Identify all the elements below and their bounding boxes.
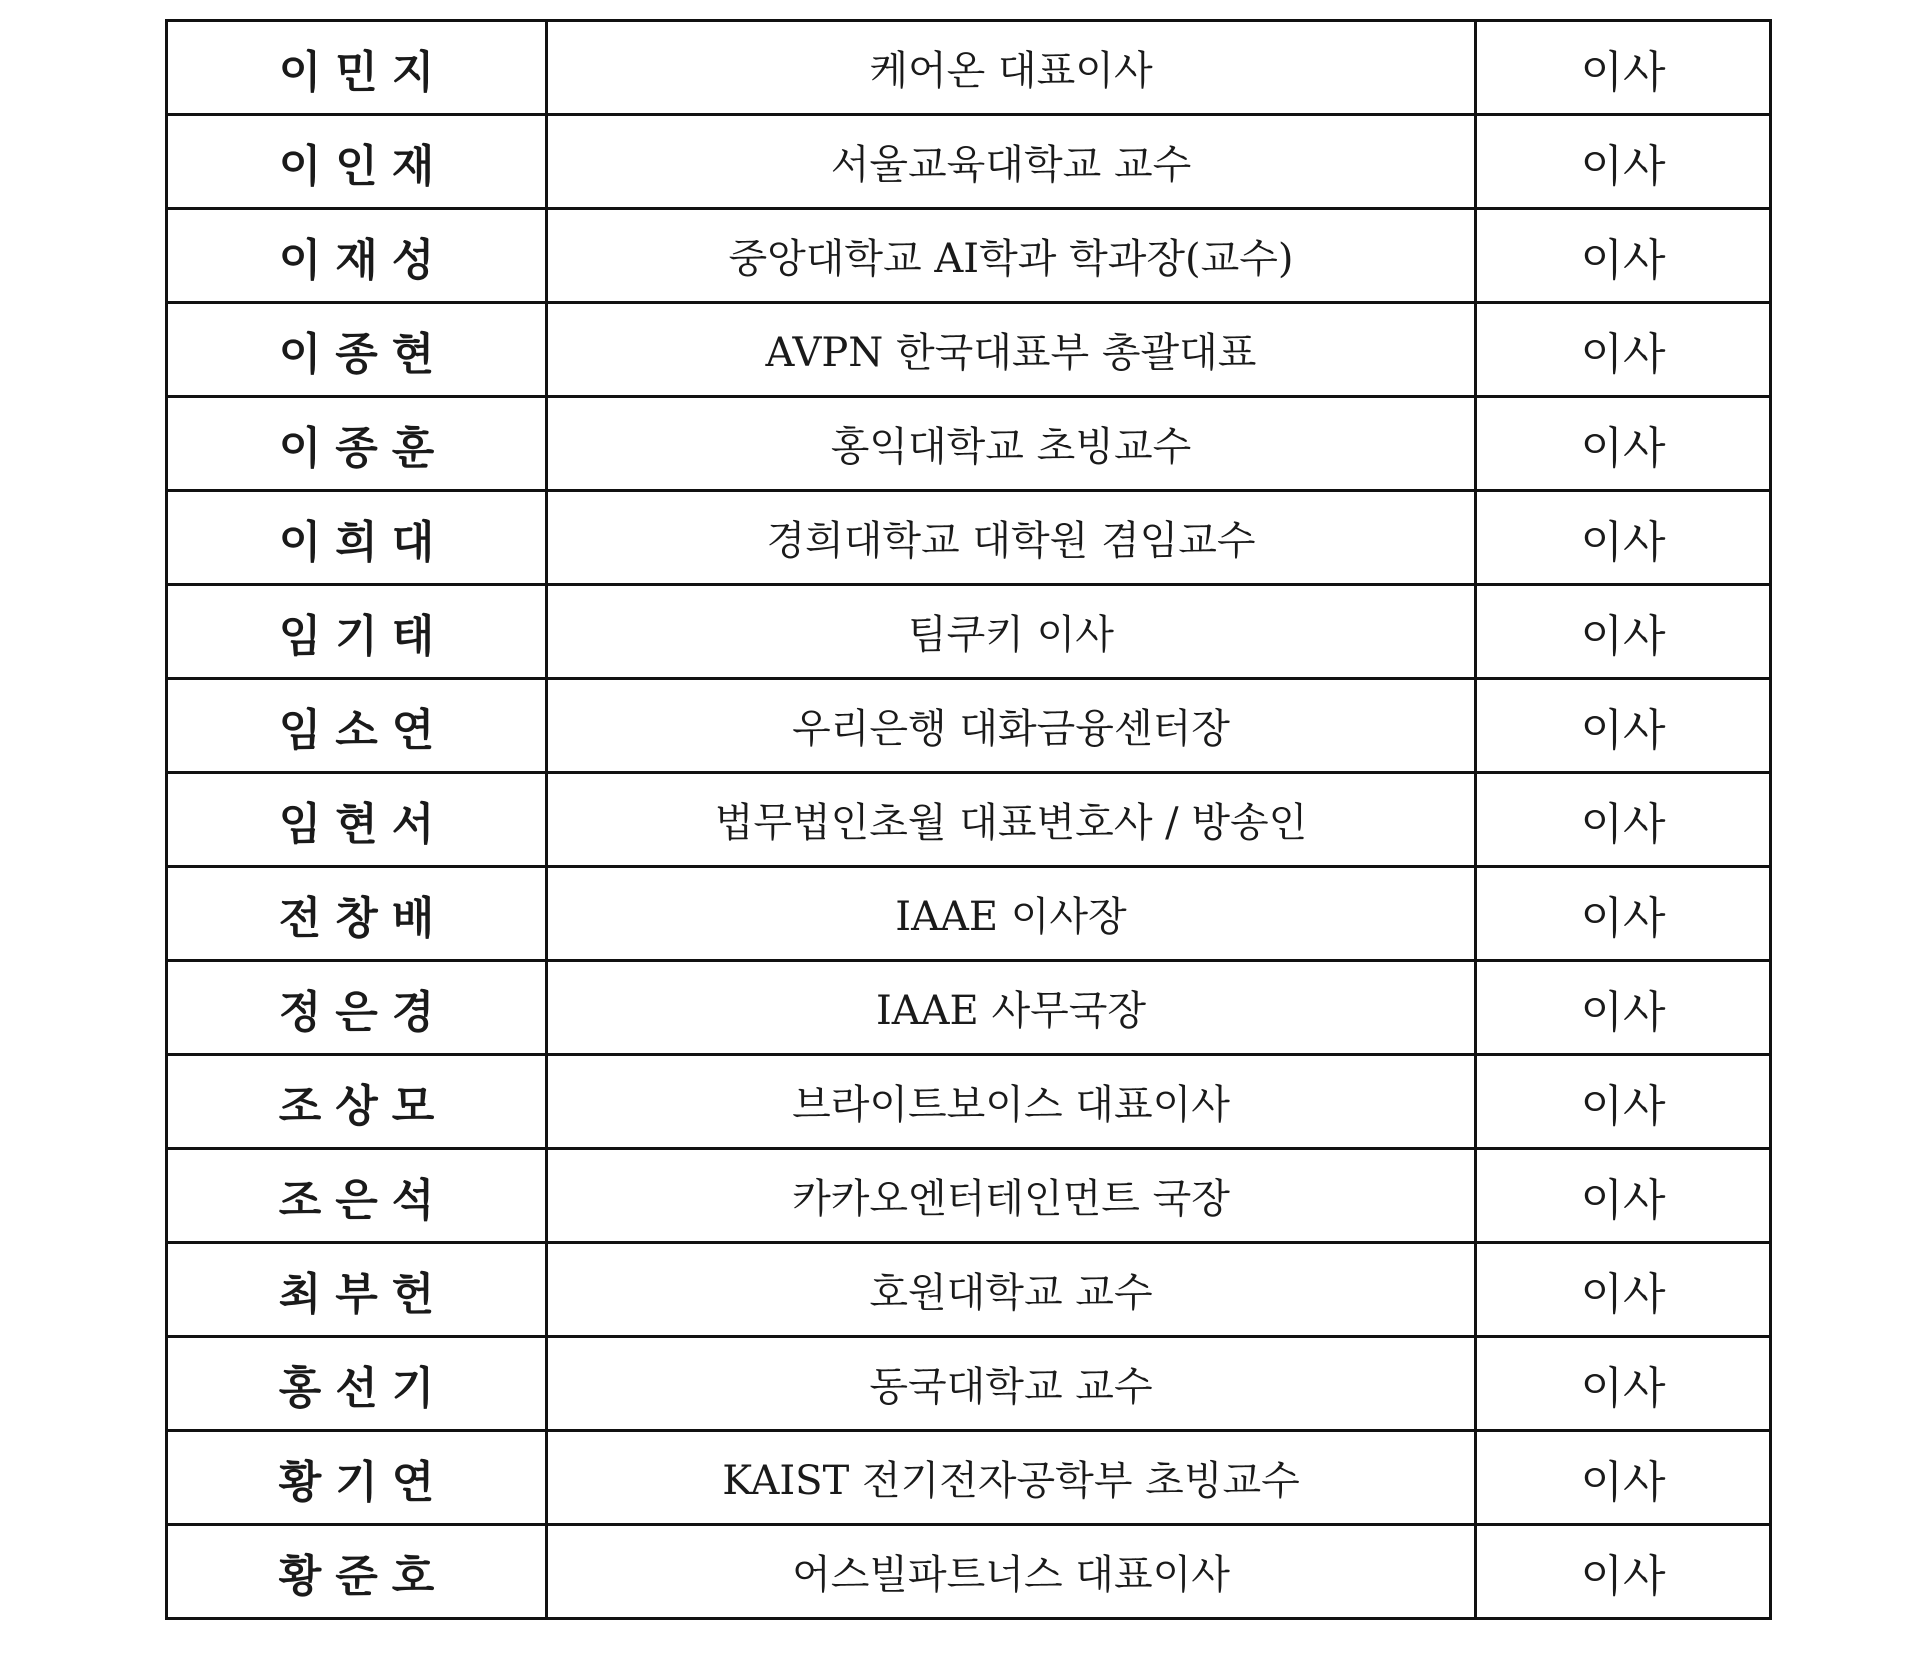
member-role-cell: 이사 xyxy=(1476,961,1771,1055)
member-role-cell: 이사 xyxy=(1476,1055,1771,1149)
member-affiliation-cell: 홍익대학교 초빙교수 xyxy=(547,397,1476,491)
member-name-cell: 황준호 xyxy=(167,1525,547,1619)
member-affiliation-cell: 서울교육대학교 교수 xyxy=(547,115,1476,209)
member-affiliation-cell: 어스빌파트너스 대표이사 xyxy=(547,1525,1476,1619)
member-role-cell: 이사 xyxy=(1476,1149,1771,1243)
table-row xyxy=(167,1337,1771,1431)
member-name-cell: 전창배 xyxy=(167,867,547,961)
member-affiliation-cell: AVPN 한국대표부 총괄대표 xyxy=(547,303,1476,397)
member-affiliation-cell: 동국대학교 교수 xyxy=(547,1337,1476,1431)
table-row xyxy=(167,961,1771,1055)
member-role-cell: 이사 xyxy=(1476,1243,1771,1337)
member-affiliation-cell: 브라이트보이스 대표이사 xyxy=(547,1055,1476,1149)
table-row xyxy=(167,1055,1771,1149)
member-name-cell: 조은석 xyxy=(167,1149,547,1243)
member-affiliation-cell: 법무법인초월 대표변호사 / 방송인 xyxy=(547,773,1476,867)
member-name-cell: 이희대 xyxy=(167,491,547,585)
table-row xyxy=(167,585,1771,679)
member-name-cell: 황기연 xyxy=(167,1431,547,1525)
member-role-cell: 이사 xyxy=(1476,491,1771,585)
member-name-cell: 이종현 xyxy=(167,303,547,397)
board-members-table-body xyxy=(167,21,1771,1619)
member-affiliation-cell: 팀쿠키 이사 xyxy=(547,585,1476,679)
table-row xyxy=(167,1431,1771,1525)
table-row xyxy=(167,303,1771,397)
member-role-cell: 이사 xyxy=(1476,679,1771,773)
table-row xyxy=(167,1525,1771,1619)
member-affiliation-cell: 카카오엔터테인먼트 국장 xyxy=(547,1149,1476,1243)
table-row xyxy=(167,1243,1771,1337)
table-row xyxy=(167,491,1771,585)
member-name-cell: 정은경 xyxy=(167,961,547,1055)
member-affiliation-cell: IAAE 사무국장 xyxy=(547,961,1476,1055)
table-row xyxy=(167,1149,1771,1243)
board-roster-sheet xyxy=(165,19,1766,1620)
member-name-cell: 임현서 xyxy=(167,773,547,867)
board-members-table xyxy=(165,19,1772,1620)
member-name-cell: 이인재 xyxy=(167,115,547,209)
table-row xyxy=(167,397,1771,491)
member-affiliation-cell: KAIST 전기전자공학부 초빙교수 xyxy=(547,1431,1476,1525)
member-affiliation-cell: 케어온 대표이사 xyxy=(547,21,1476,115)
member-name-cell: 최부헌 xyxy=(167,1243,547,1337)
member-role-cell: 이사 xyxy=(1476,209,1771,303)
member-affiliation-cell: 경희대학교 대학원 겸임교수 xyxy=(547,491,1476,585)
member-name-cell: 임기태 xyxy=(167,585,547,679)
table-row xyxy=(167,679,1771,773)
member-affiliation-cell: 중앙대학교 AI학과 학과장(교수) xyxy=(547,209,1476,303)
member-affiliation-cell: 우리은행 대화금융센터장 xyxy=(547,679,1476,773)
table-row xyxy=(167,21,1771,115)
member-role-cell: 이사 xyxy=(1476,1525,1771,1619)
member-role-cell: 이사 xyxy=(1476,115,1771,209)
member-name-cell: 이민지 xyxy=(167,21,547,115)
member-role-cell: 이사 xyxy=(1476,867,1771,961)
member-name-cell: 이종훈 xyxy=(167,397,547,491)
member-role-cell: 이사 xyxy=(1476,1431,1771,1525)
member-role-cell: 이사 xyxy=(1476,773,1771,867)
member-name-cell: 이재성 xyxy=(167,209,547,303)
table-row xyxy=(167,209,1771,303)
member-affiliation-cell: IAAE 이사장 xyxy=(547,867,1476,961)
member-name-cell: 조상모 xyxy=(167,1055,547,1149)
table-row xyxy=(167,115,1771,209)
member-affiliation-cell: 호원대학교 교수 xyxy=(547,1243,1476,1337)
member-name-cell: 임소연 xyxy=(167,679,547,773)
table-row xyxy=(167,867,1771,961)
table-row xyxy=(167,773,1771,867)
member-role-cell: 이사 xyxy=(1476,397,1771,491)
member-role-cell: 이사 xyxy=(1476,21,1771,115)
member-role-cell: 이사 xyxy=(1476,1337,1771,1431)
member-role-cell: 이사 xyxy=(1476,303,1771,397)
member-name-cell: 홍선기 xyxy=(167,1337,547,1431)
member-role-cell: 이사 xyxy=(1476,585,1771,679)
